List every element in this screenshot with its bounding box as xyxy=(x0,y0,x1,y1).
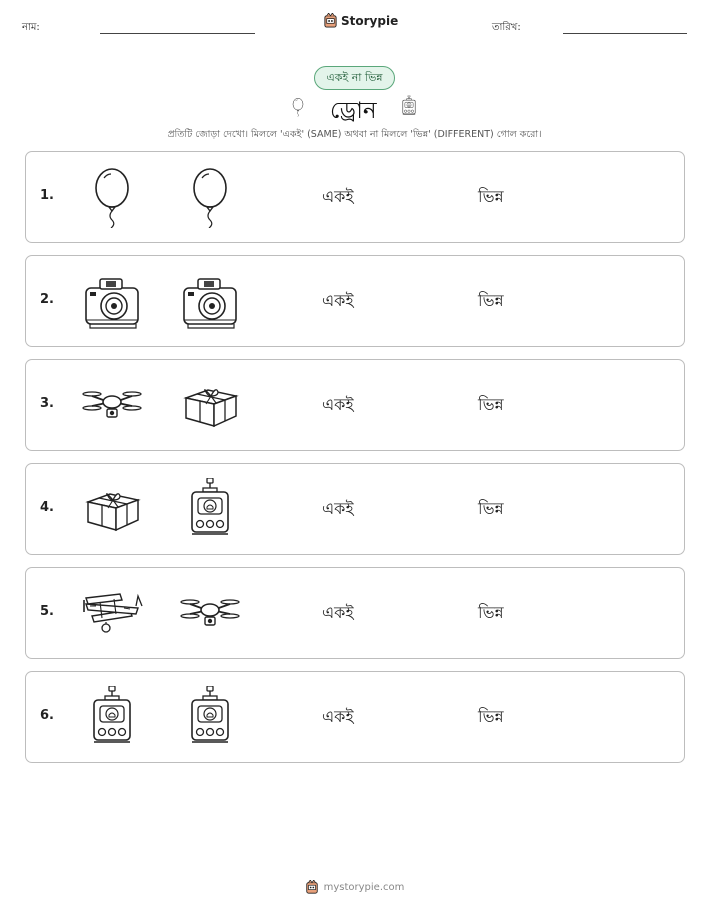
question-number: 3. xyxy=(40,396,54,411)
question-card xyxy=(25,359,685,451)
instruction-text: প্রতিটি জোড়া দেখো। মিললে 'একই' (SAME) অথবা না মিললে 'ভিন্ন' (DIFFERENT) গোল করো। xyxy=(167,129,542,140)
name-write-line[interactable] xyxy=(100,33,255,34)
question-card xyxy=(25,671,685,763)
robot-icon xyxy=(398,91,420,121)
robot-icon xyxy=(178,686,242,748)
storypie-logo-icon xyxy=(305,880,319,894)
drone-icon xyxy=(178,582,242,644)
option-different[interactable]: ভিন্ন xyxy=(478,707,504,726)
option-different[interactable]: ভিন্ন xyxy=(478,499,504,518)
question-number: 1. xyxy=(40,188,54,203)
question-card xyxy=(25,255,685,347)
question-card xyxy=(25,567,685,659)
option-same[interactable]: একই xyxy=(322,603,354,622)
date-label: তারিখ: xyxy=(492,22,521,33)
option-different[interactable]: ভিন্ন xyxy=(478,187,504,206)
question-number: 6. xyxy=(40,708,54,723)
camera-icon xyxy=(80,270,144,332)
balloon-icon xyxy=(178,166,242,228)
page-title: ড্রোন xyxy=(330,98,377,124)
balloon-icon xyxy=(80,166,144,228)
balloon-icon xyxy=(288,92,308,122)
worksheet-type-badge: একই না ভিন্ন xyxy=(314,66,395,90)
option-same[interactable]: একই xyxy=(322,291,354,310)
question-card xyxy=(25,151,685,243)
option-different[interactable]: ভিন্ন xyxy=(478,603,504,622)
date-write-line[interactable] xyxy=(563,33,687,34)
option-different[interactable]: ভিন্ন xyxy=(478,291,504,310)
robot-icon xyxy=(178,478,242,540)
name-label: নাম: xyxy=(22,22,40,33)
option-different[interactable]: ভিন্ন xyxy=(478,395,504,414)
option-same[interactable]: একই xyxy=(322,187,354,206)
option-same[interactable]: একই xyxy=(322,395,354,414)
footer xyxy=(0,880,709,894)
gift-box-icon xyxy=(80,478,144,540)
camera-icon xyxy=(178,270,242,332)
question-number: 4. xyxy=(40,500,54,515)
option-same[interactable]: একই xyxy=(322,499,354,518)
question-number: 2. xyxy=(40,292,54,307)
robot-icon xyxy=(80,686,144,748)
biplane-icon xyxy=(80,582,144,644)
brand-name: Storypie xyxy=(341,13,399,28)
storypie-logo-icon xyxy=(323,13,338,28)
title-row xyxy=(0,90,709,124)
gift-box-icon xyxy=(178,374,242,436)
drone-icon xyxy=(80,374,144,436)
question-card xyxy=(25,463,685,555)
brand-logo xyxy=(323,13,398,28)
option-same[interactable]: একই xyxy=(322,707,354,726)
question-number: 5. xyxy=(40,604,54,619)
footer-site: mystorypie.com xyxy=(323,881,405,893)
worksheet-header xyxy=(0,0,709,50)
